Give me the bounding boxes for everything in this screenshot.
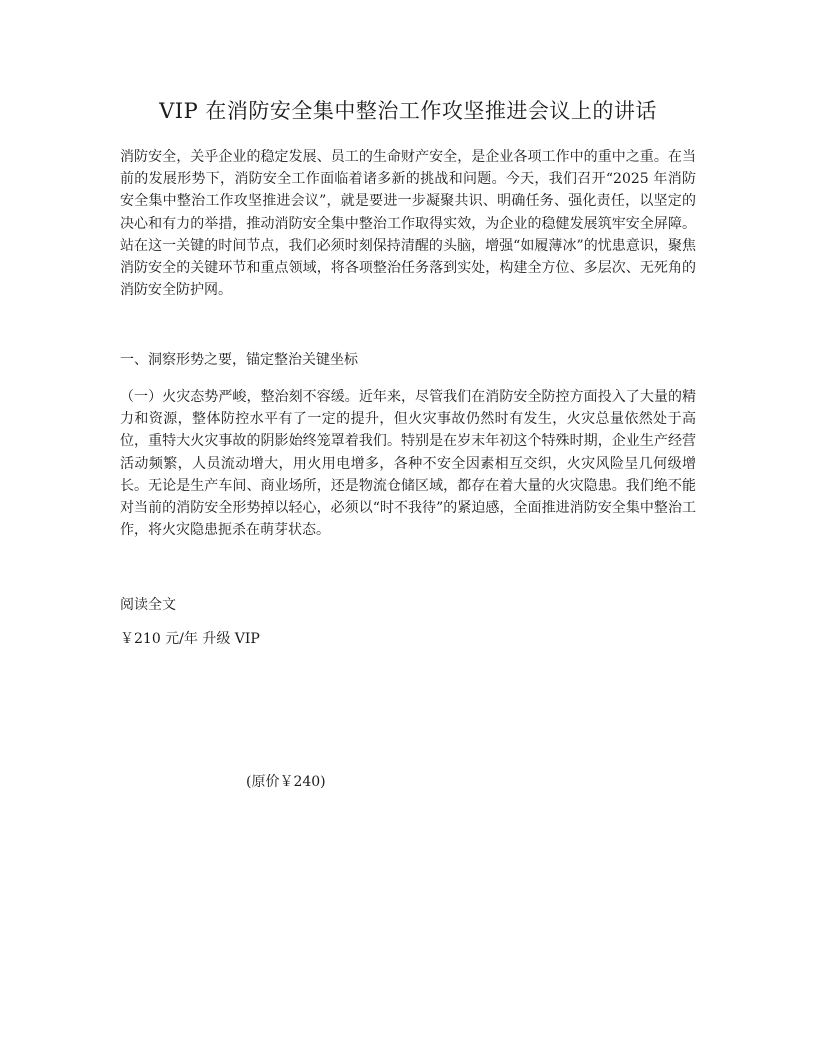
section-paragraph: （一）火灾态势严峻，整治刻不容缓。近年来，尽管我们在消防安全防控方面投入了大量的精力和资源，整体防控水平有了一定的提升，但火灾事故仍然时有发生，火灾总量依然处于高位，重特大火灾事故的阴影始终笼罩着我们。特别是在岁末年初这个特殊时期，企业生产经营活动频繁，人员流动增大，用火用电增多，各种不安全因素相互交织，火灾风险呈几何级增长。无论是生产车间、商业场所，还是物流仓储区域，都存在着大量的火灾隐患。我们绝不能对当前的消防安全形势掉以轻心，必须以“时不我待”的紧迫感，全面推进消防安全集中整治工作，将火灾隐患扼杀在萌芽状态。 bbox=[120, 389, 696, 539]
section-heading: 一、洞察形势之要，锚定整治关键坐标 bbox=[120, 352, 358, 368]
intro-paragraph: 消防安全，关乎企业的稳定发展、员工的生命财产安全，是企业各项工作中的重中之重。在当前的发展形势下，消防安全工作面临着诸多新的挑战和问题。今天，我们召开“2025 年消防安全集中整治工作攻坚推进会议”，就是要进一步凝聚共识、明确任务、强化责任，以坚定的决心和有力的举措，推动消防安全集中整治工作取得实效，为企业的稳健发展筑牢安全屏障。站在这一关键的时间节点，我们必须时刻保持清醒的头脑，增强“如履薄冰”的忧患意识，聚焦消防安全的关键环节和重点领域，将各项整治任务落到实处，构建全方位、多层次、无死角的消防安全防护网。 bbox=[120, 149, 696, 299]
upgrade-vip-price[interactable]: ￥210 元/年 升级 VIP bbox=[120, 631, 260, 647]
read-full-text-link[interactable]: 阅读全文 bbox=[120, 597, 176, 613]
document-title: VIP 在消防安全集中整治工作攻坚推进会议上的讲话 bbox=[159, 99, 657, 123]
original-price: (原价￥240) bbox=[246, 774, 326, 790]
